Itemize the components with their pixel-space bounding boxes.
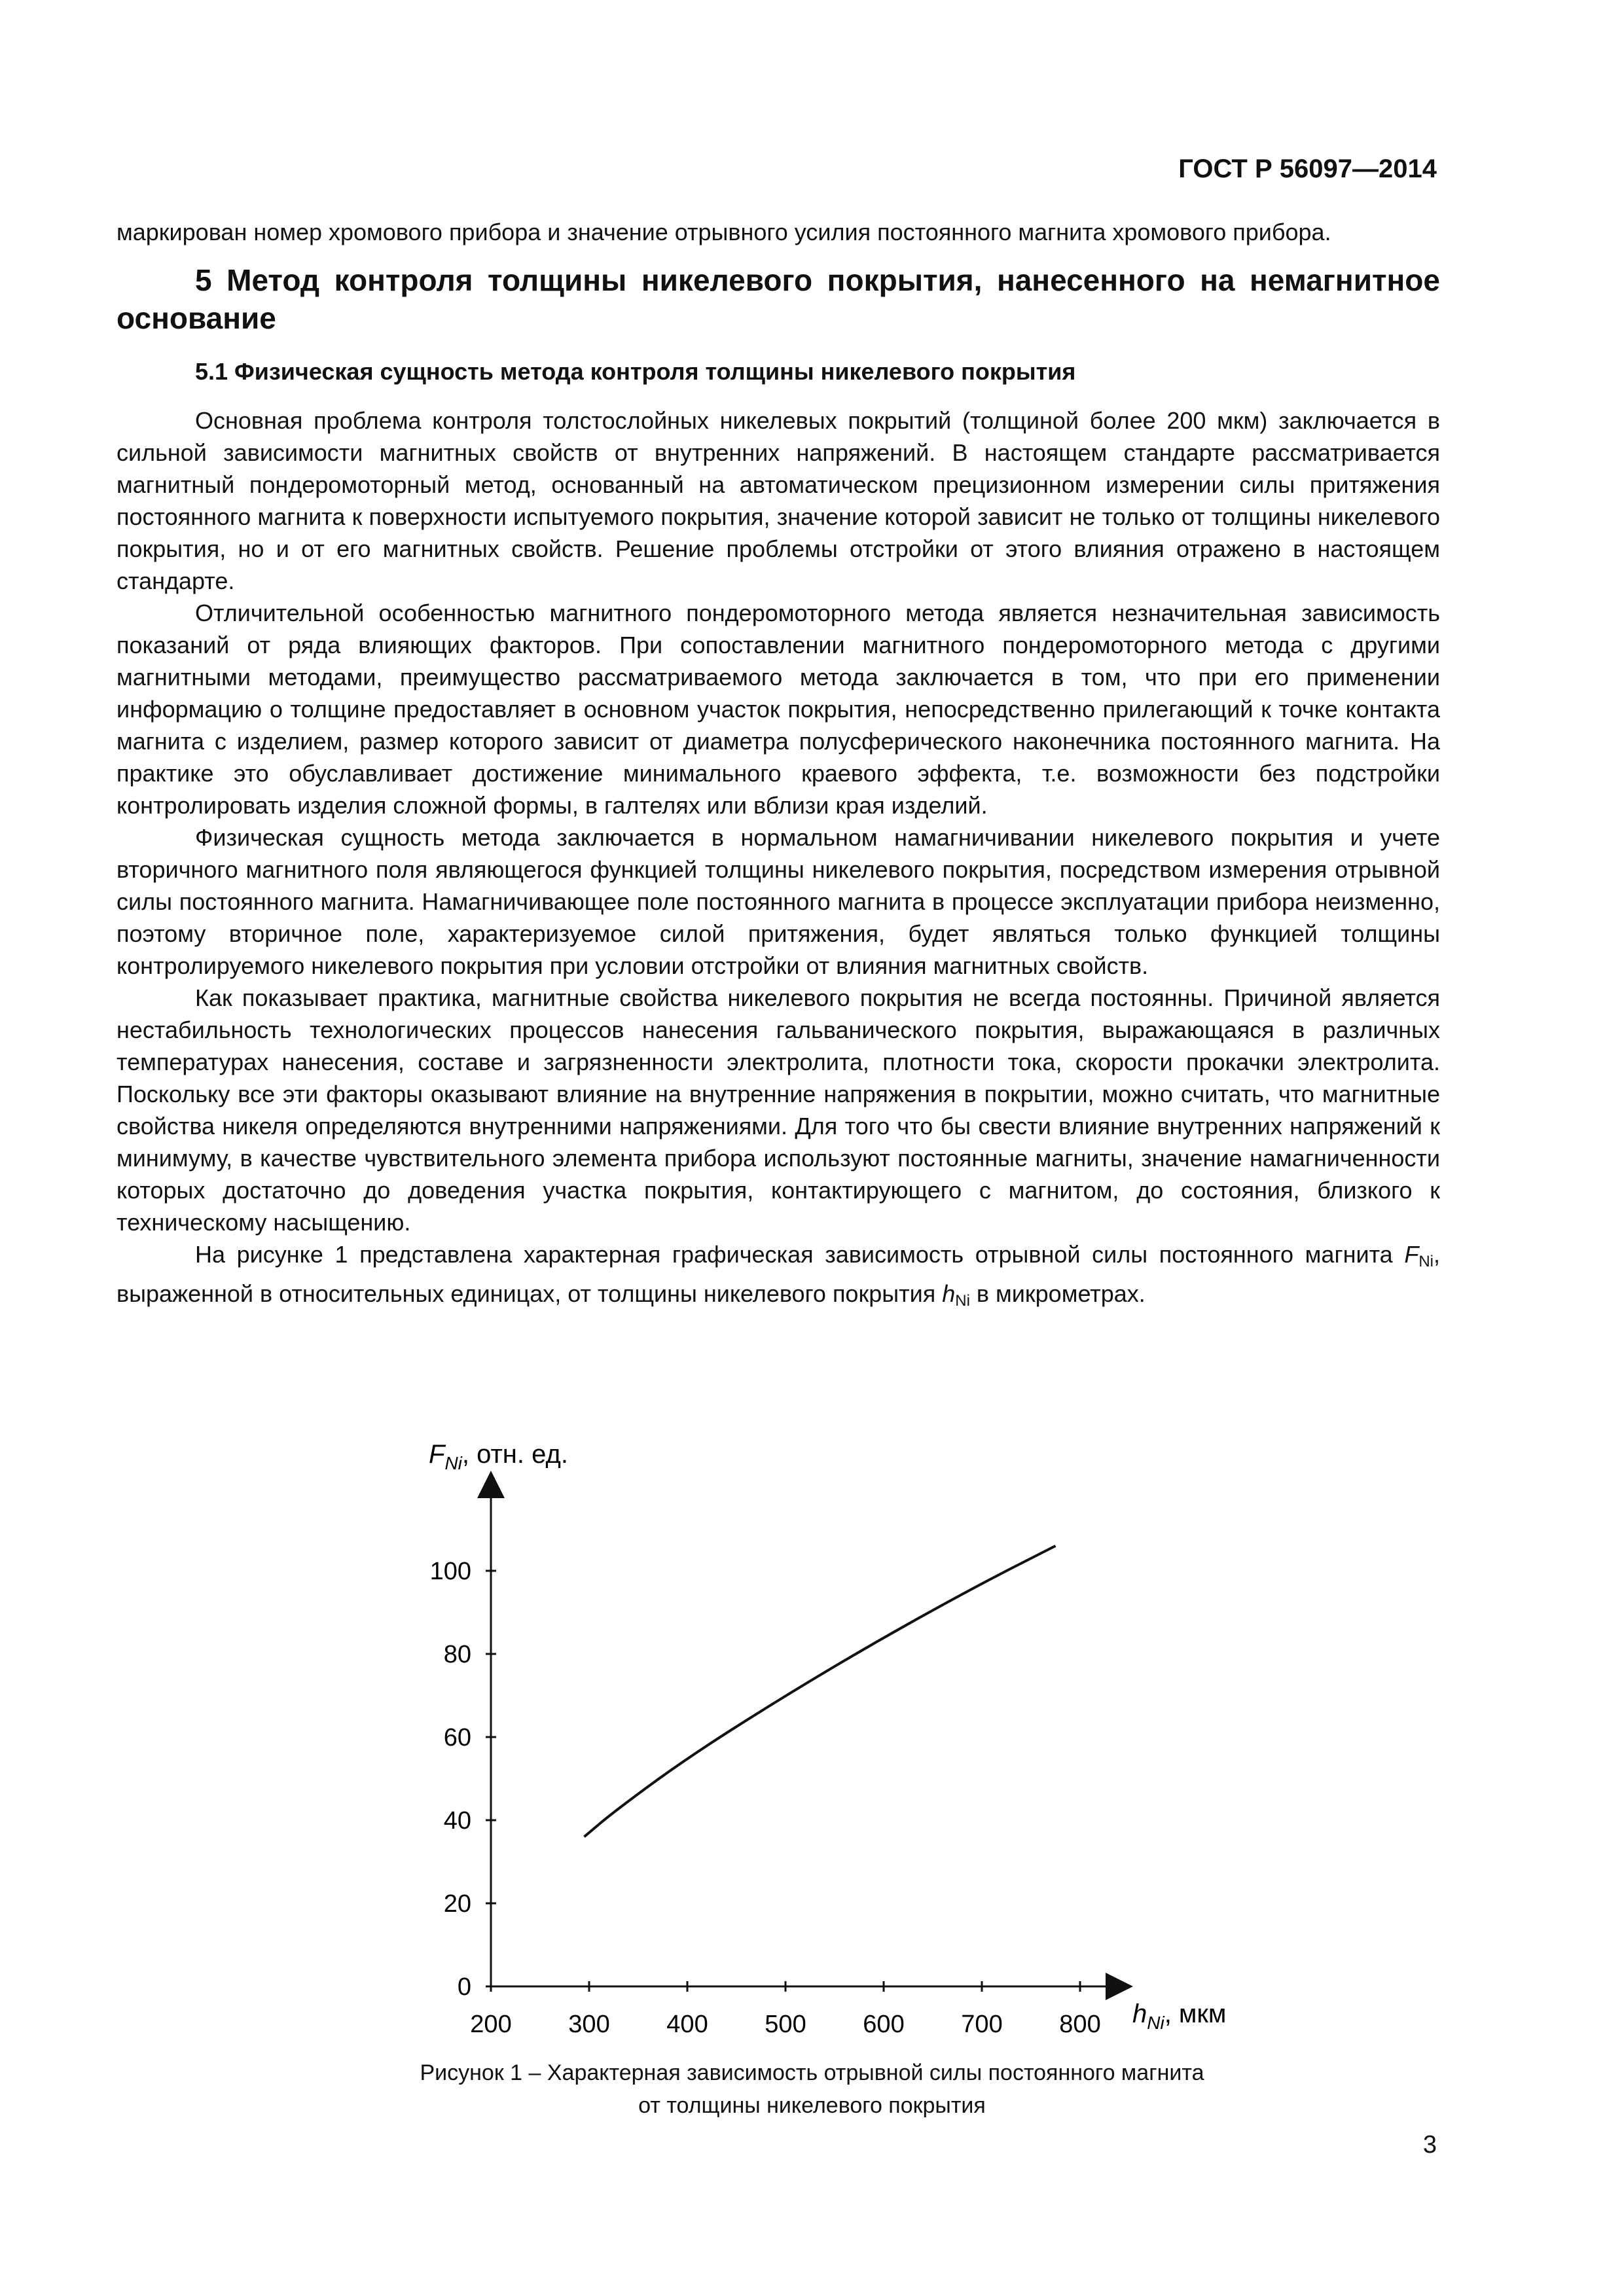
section-title: 5 Метод контроля толщины никелевого покрытия, нанесенного на немагнитное основание — [117, 263, 1440, 335]
figure-caption — [0, 2056, 1624, 2122]
subsection-title: 5.1 Физическая сущность метода контроля толщины никелевого покрытия — [195, 358, 1076, 385]
y-label-sub: Ni — [444, 1453, 462, 1473]
x-tick-label: 500 — [765, 2011, 806, 2038]
paragraph-2: Отличительной особенностью магнитного пондеромоторного метода является незначительная зависимость показаний от ряда влияющих факторов. При сопоставлении магнитного пондеромоторного метода с другими магнитными методами, преимущество рассматриваемого метода заключается в том, что при его применении информацию о толщине предоставляет в основном участок покрытия, непосредственно прилегающий к точке контакта магнита с изделием, размер которого зависит от диаметра полусферического наконечника постоянного магнита. На практике это обуславливает достижение минимального краевого эффекта, т.е. возможности без подстройки контролировать изделия сложной формы, в галтелях или вблизи края изделий. — [117, 600, 1440, 819]
x-tick-label: 200 — [470, 2011, 512, 2038]
continuation-paragraph: маркирован номер хромового прибора и значение отрывного усилия постоянного магнита хромового прибора. — [117, 219, 1331, 245]
chart-axes — [491, 1484, 1119, 1986]
x-tick-label: 700 — [961, 2011, 1003, 2038]
x-tick-label: 800 — [1059, 2011, 1101, 2038]
var-h: h — [942, 1280, 956, 1307]
y-tick-label: 40 — [443, 1807, 471, 1835]
x-tick-label: 400 — [666, 2011, 708, 2038]
y-tick-label: 100 — [429, 1558, 471, 1585]
y-label-var: F — [429, 1440, 445, 1469]
caption-line-2: от толщины никелевого покрытия — [638, 2093, 986, 2118]
paragraph-3: Физическая сущность метода заключается в нормальном намагничивании никелевого покрытия и учете вторичного магнитного поля являющегося функцией толщины никелевого покрытия, посредством измерения отрывной силы постоянного магнита. Намагничивающее поле постоянного магнита в процессе эксплуатации прибора неизменно, поэтому вторичное поле, характеризуемое силой притяжения, будет являться только функцией толщины контролируемого никелевого покрытия при условии отстройки от влияния магнитных свойств. — [117, 824, 1440, 979]
x-tick-label: 300 — [568, 2011, 610, 2038]
x-tick-label: 600 — [863, 2011, 905, 2038]
y-tick-label: 80 — [443, 1641, 471, 1668]
page-number: 3 — [1422, 2131, 1437, 2159]
y-label-unit: , отн. ед. — [461, 1440, 568, 1469]
chart-y-label — [429, 1440, 568, 1473]
chart-series-line — [585, 1546, 1056, 1837]
paragraph-5 — [117, 1238, 1440, 1317]
x-label-var: h — [1132, 2000, 1147, 2028]
y-tick-label: 20 — [443, 1890, 471, 1918]
caption-line-1: Рисунок 1 – Характерная зависимость отрывной силы постоянного магнита — [420, 2060, 1204, 2085]
x-label-sub: Ni — [1147, 2013, 1164, 2033]
paragraph-1: Основная проблема контроля толстослойных никелевых покрытий (толщиной более 200 мкм) заключается в сильной зависимости магнитных свойств от внутренних напряжений. В настоящем стандарте рассматривается магнитный пондеромоторный метод, основанный на автоматическом прецизионном измерении силы притяжения постоянного магнита к поверхности испытуемого покрытия, значение которой зависит не только от толщины никелевого покрытия, но и от его магнитных свойств. Решение проблемы отстройки от этого влияния отражено в настоящем стандарте. — [117, 407, 1440, 594]
paragraph-4: Как показывает практика, магнитные свойства никелевого покрытия не всегда постоянны. Причиной является нестабильность технологических процессов нанесения гальванического покрытия, выражающаяся в различных температурах нанесения, составе и загрязненности электролита, плотности тока, скорости прокачки электролита. Поскольку все эти факторы оказывают влияние на внутренние напряжения в покрытии, можно считать, что магнитные свойства никеля определяются внутренними напряжениями. Для того что бы свести влияние внутренних напряжений к минимуму, в качестве чувствительного элемента прибора используют постоянные магниты, значение намагниченности которых достаточно до доведения участка покрытия, контактирующего с магнитом, до состояния, близкого к техническому насыщению. — [117, 984, 1440, 1236]
document-body — [117, 216, 1440, 1317]
document-id: ГОСТ Р 56097—2014 — [1178, 154, 1437, 183]
paragraph-5-part1: На рисунке 1 представлена характерная графическая зависимость отрывной силы постоянного магнита — [195, 1241, 1405, 1268]
figure-1-chart — [367, 1427, 1296, 2049]
x-label-unit: , мкм — [1164, 2000, 1227, 2028]
y-tick-label: 0 — [457, 1973, 471, 2001]
var-h-sub: Ni — [955, 1292, 970, 1310]
paragraph-5-part2: , выраженной в относительных единицах, от толщины никелевого покрытия — [117, 1241, 1440, 1307]
var-f: F — [1404, 1241, 1419, 1268]
chart-x-label — [1132, 2000, 1226, 2033]
paragraph-5-part3: в микрометрах. — [969, 1280, 1146, 1307]
var-f-sub: Ni — [1418, 1253, 1434, 1270]
chart-ticks — [430, 1558, 1101, 2038]
y-tick-label: 60 — [443, 1724, 471, 1751]
